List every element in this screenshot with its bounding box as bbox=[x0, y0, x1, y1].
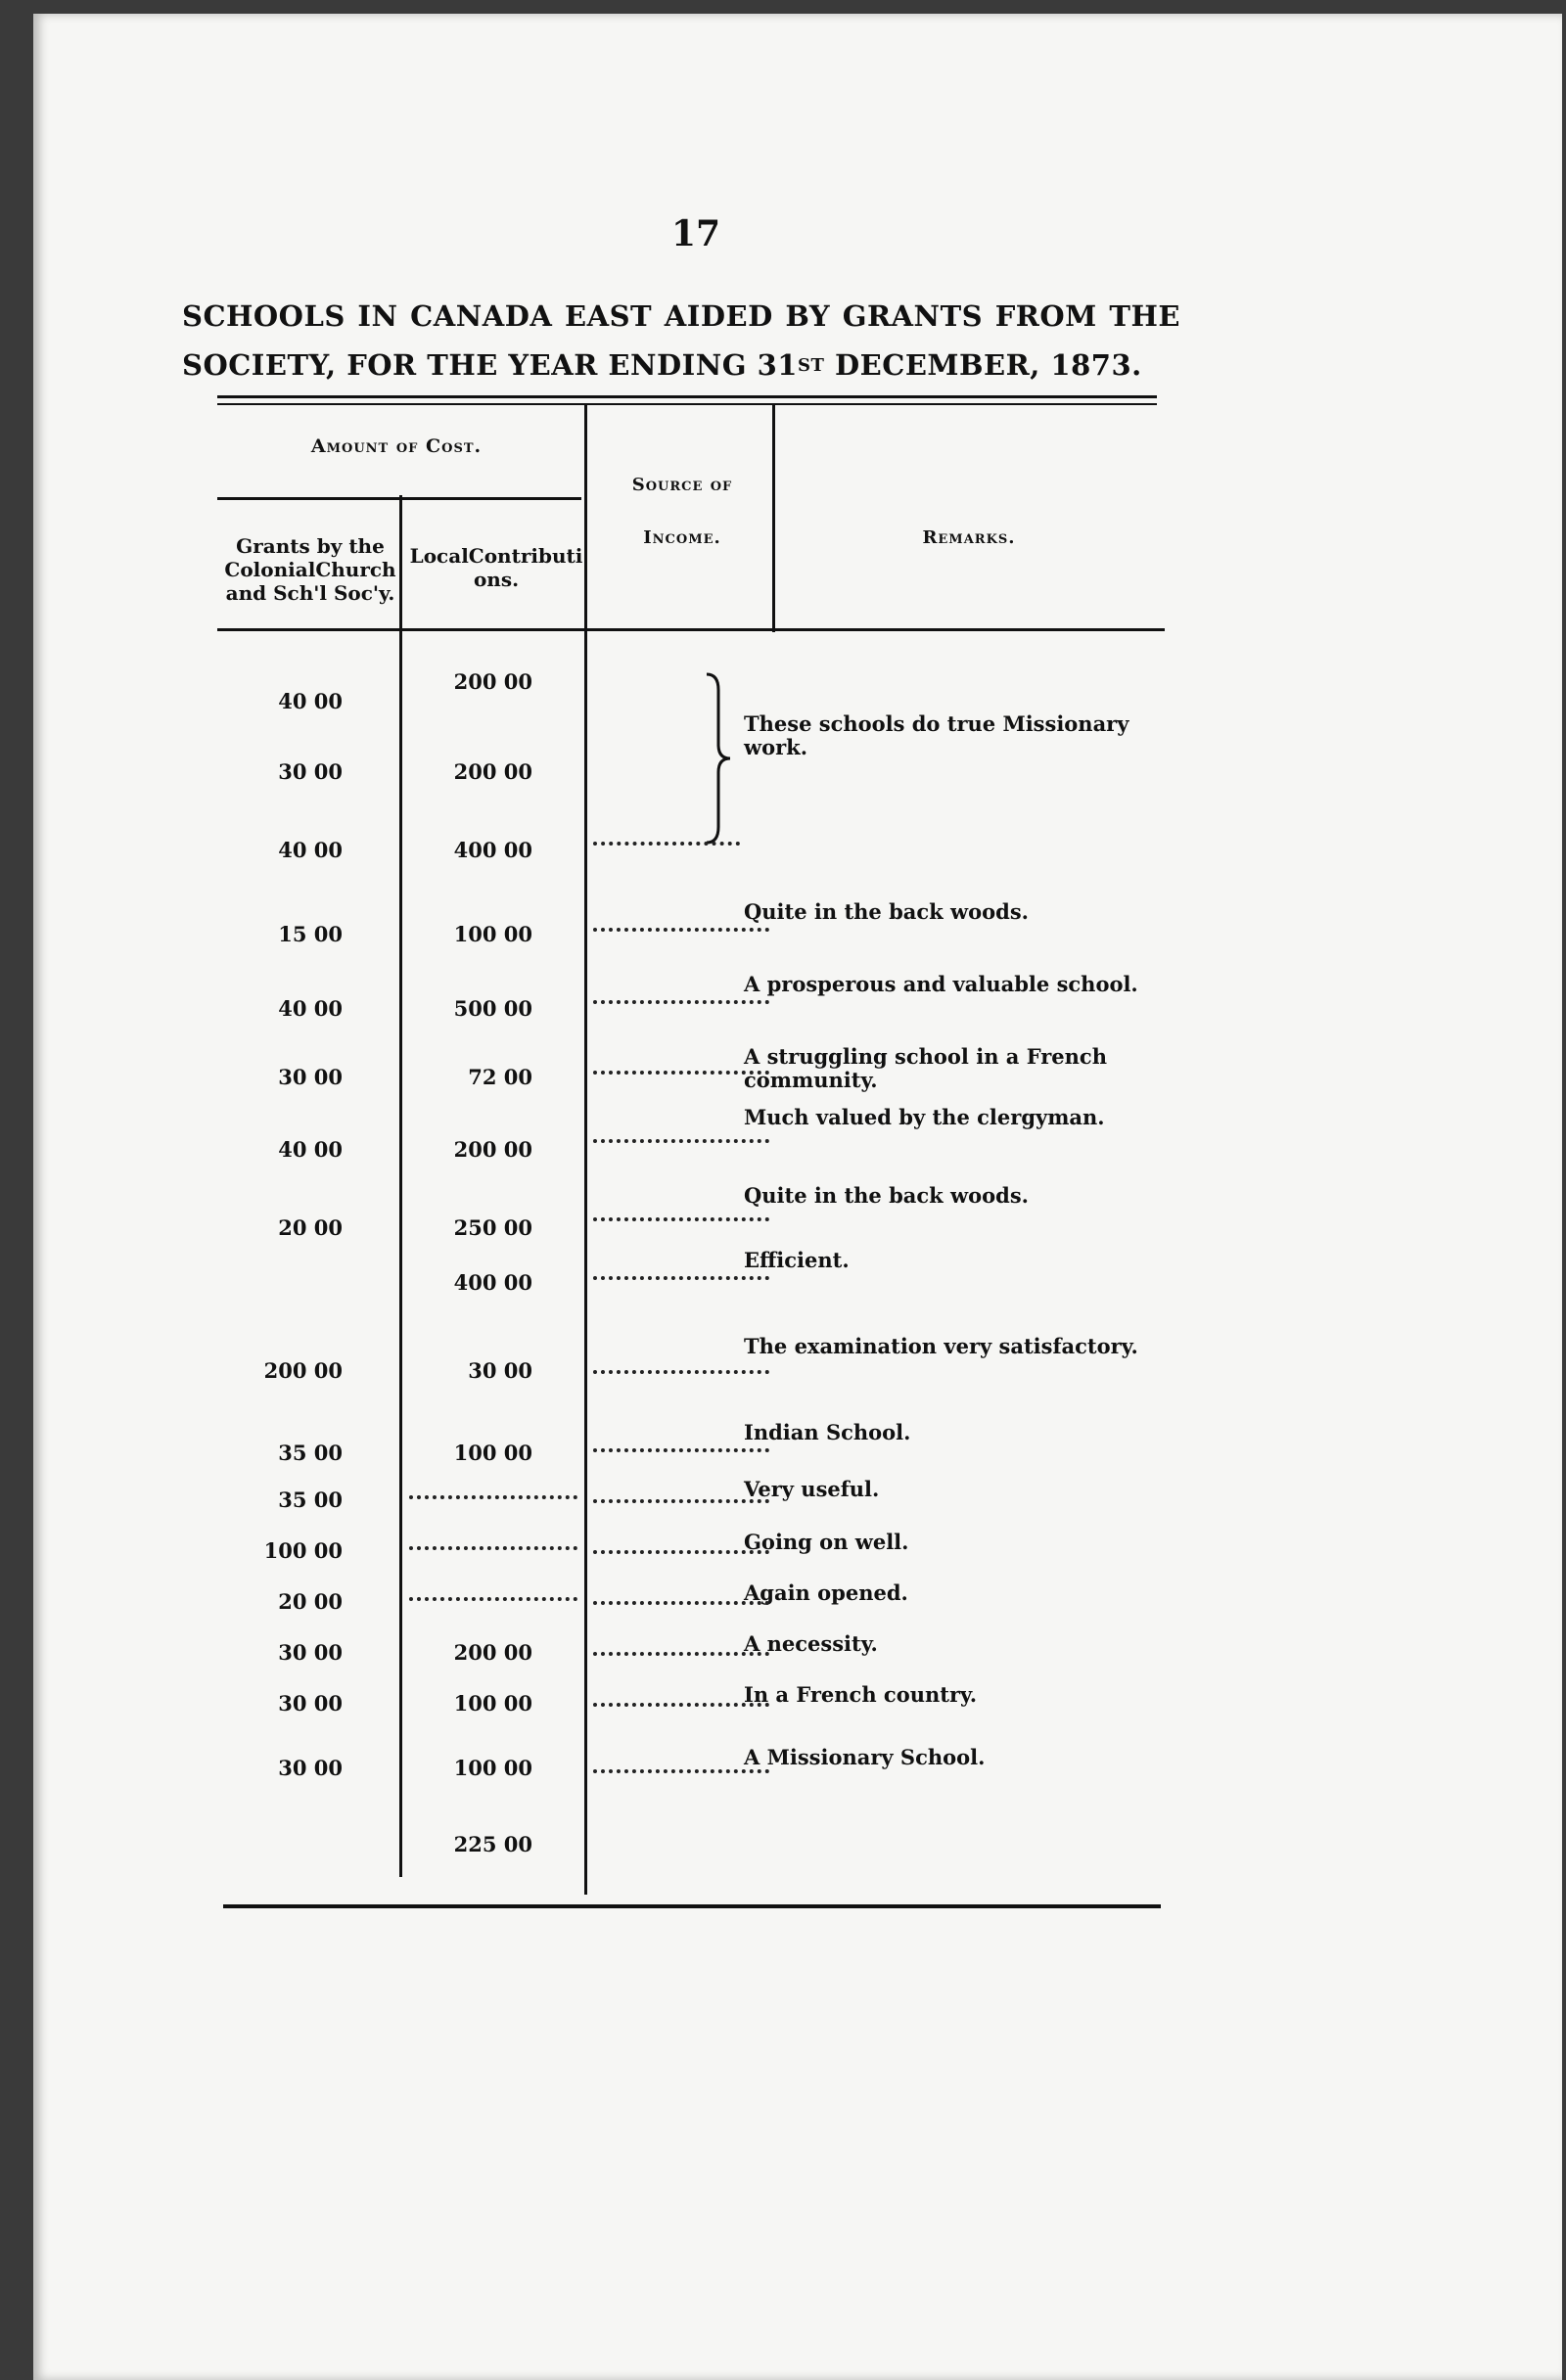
local-contribution: 200 00 bbox=[453, 1640, 532, 1665]
title-line-2 bbox=[182, 341, 1180, 390]
title-line-2-end: DECEMBER, 1873. bbox=[824, 348, 1142, 382]
local-contribution: 100 00 bbox=[453, 922, 532, 946]
remark-text: A Missionary School. bbox=[744, 1745, 986, 1769]
grant-amount: 15 00 bbox=[278, 922, 343, 946]
leader-dots bbox=[593, 1597, 769, 1605]
remark-text: Indian School. bbox=[744, 1420, 911, 1444]
column-divider-1 bbox=[399, 495, 402, 1877]
remark-text: Efficient. bbox=[744, 1248, 850, 1272]
remark-text: Again opened. bbox=[744, 1580, 908, 1605]
leader-dots bbox=[593, 1067, 769, 1075]
title-line-2-start: SOCIETY, FOR THE YEAR ENDING bbox=[182, 348, 758, 382]
table-top-rule-2 bbox=[217, 403, 1157, 405]
local-contribution: 30 00 bbox=[468, 1358, 532, 1383]
leader-dots bbox=[593, 1648, 769, 1656]
remark-text: A prosperous and valuable school. bbox=[744, 972, 1138, 996]
header-source-of-income-1: Source of bbox=[631, 475, 733, 495]
table-bottom-rule bbox=[223, 1904, 1161, 1908]
local-contribution: 400 00 bbox=[453, 838, 532, 862]
title-line-1: SCHOOLS IN CANADA EAST AIDED BY GRANTS FROM THE bbox=[182, 299, 1180, 333]
grant-amount: 40 00 bbox=[278, 1137, 343, 1162]
leader-dots bbox=[593, 838, 740, 846]
local-contribution: 500 00 bbox=[453, 996, 532, 1021]
title-day: 31 bbox=[757, 348, 798, 382]
local-contribution: 400 00 bbox=[453, 1270, 532, 1295]
leader-dots bbox=[593, 1366, 769, 1374]
grant-amount: 40 00 bbox=[278, 996, 343, 1021]
header-grants: Grants by the ColonialChurch and Sch'l Soc'y. bbox=[224, 534, 396, 605]
local-contribution: 250 00 bbox=[453, 1215, 532, 1240]
leader-dots bbox=[593, 996, 769, 1004]
leader-dots-local bbox=[409, 1491, 577, 1499]
local-contribution: 200 00 bbox=[453, 669, 532, 694]
local-contribution: 100 00 bbox=[453, 1441, 532, 1465]
bleed-through-text bbox=[989, 431, 1165, 455]
leader-dots bbox=[593, 1546, 769, 1554]
table-top-rule bbox=[217, 395, 1157, 398]
remark-text: Quite in the back woods. bbox=[744, 899, 1029, 924]
leader-dots bbox=[593, 1213, 769, 1221]
local-contribution: 100 00 bbox=[453, 1756, 532, 1780]
remark-text: These schools do true Missionary work. bbox=[744, 711, 1129, 759]
remark-text: Much valued by the clergyman. bbox=[744, 1105, 1105, 1129]
remark-text: Very useful. bbox=[744, 1477, 880, 1501]
page-number: 17 bbox=[671, 213, 721, 254]
grant-amount: 35 00 bbox=[278, 1441, 343, 1465]
leader-dots-local bbox=[409, 1593, 577, 1601]
leader-dots bbox=[593, 1135, 769, 1143]
leader-dots bbox=[593, 1444, 769, 1452]
remark-text: In a French country. bbox=[744, 1682, 978, 1707]
grant-amount: 40 00 bbox=[278, 689, 343, 713]
remark-text: Going on well. bbox=[744, 1530, 909, 1554]
local-contribution: 225 00 bbox=[453, 1832, 532, 1856]
leader-dots bbox=[593, 1699, 769, 1707]
grant-amount: 30 00 bbox=[278, 1691, 343, 1716]
remark-text: A necessity. bbox=[744, 1631, 878, 1656]
leader-dots bbox=[593, 1765, 769, 1773]
remark-text: A struggling school in a French community. bbox=[744, 1044, 1107, 1092]
remark-text: The examination very satisfactory. bbox=[744, 1334, 1138, 1358]
grant-amount: 20 00 bbox=[278, 1589, 343, 1614]
header-bottom-rule bbox=[217, 628, 1165, 631]
grant-amount: 20 00 bbox=[278, 1215, 343, 1240]
local-contribution: 200 00 bbox=[453, 759, 532, 784]
grant-amount: 200 00 bbox=[263, 1358, 343, 1383]
grant-amount: 30 00 bbox=[278, 1640, 343, 1665]
grouping-brace-icon bbox=[701, 670, 740, 847]
leader-dots-local bbox=[409, 1542, 577, 1550]
title-ordinal-suffix: ST bbox=[797, 355, 825, 376]
remark-text: Quite in the back woods. bbox=[744, 1183, 1029, 1208]
local-contribution: 72 00 bbox=[468, 1065, 532, 1089]
header-remarks: Remarks. bbox=[922, 527, 1016, 548]
local-contribution: 100 00 bbox=[453, 1691, 532, 1716]
grant-amount: 35 00 bbox=[278, 1488, 343, 1512]
local-contribution: 200 00 bbox=[453, 1137, 532, 1162]
column-divider-2 bbox=[584, 403, 587, 1895]
leader-dots bbox=[593, 1495, 769, 1503]
grant-amount: 30 00 bbox=[278, 1065, 343, 1089]
leader-dots bbox=[593, 924, 769, 932]
column-divider-3 bbox=[772, 403, 775, 632]
leader-dots bbox=[593, 1272, 769, 1280]
page-title bbox=[182, 292, 1180, 390]
grant-amount: 30 00 bbox=[278, 759, 343, 784]
grant-amount: 40 00 bbox=[278, 838, 343, 862]
grant-amount: 100 00 bbox=[263, 1538, 343, 1563]
header-amount-of-cost: Amount of Cost. bbox=[310, 435, 483, 457]
header-local-contributions: LocalContributions. bbox=[409, 544, 583, 591]
grant-amount: 30 00 bbox=[278, 1756, 343, 1780]
header-source-of-income-2: Income. bbox=[643, 527, 721, 548]
